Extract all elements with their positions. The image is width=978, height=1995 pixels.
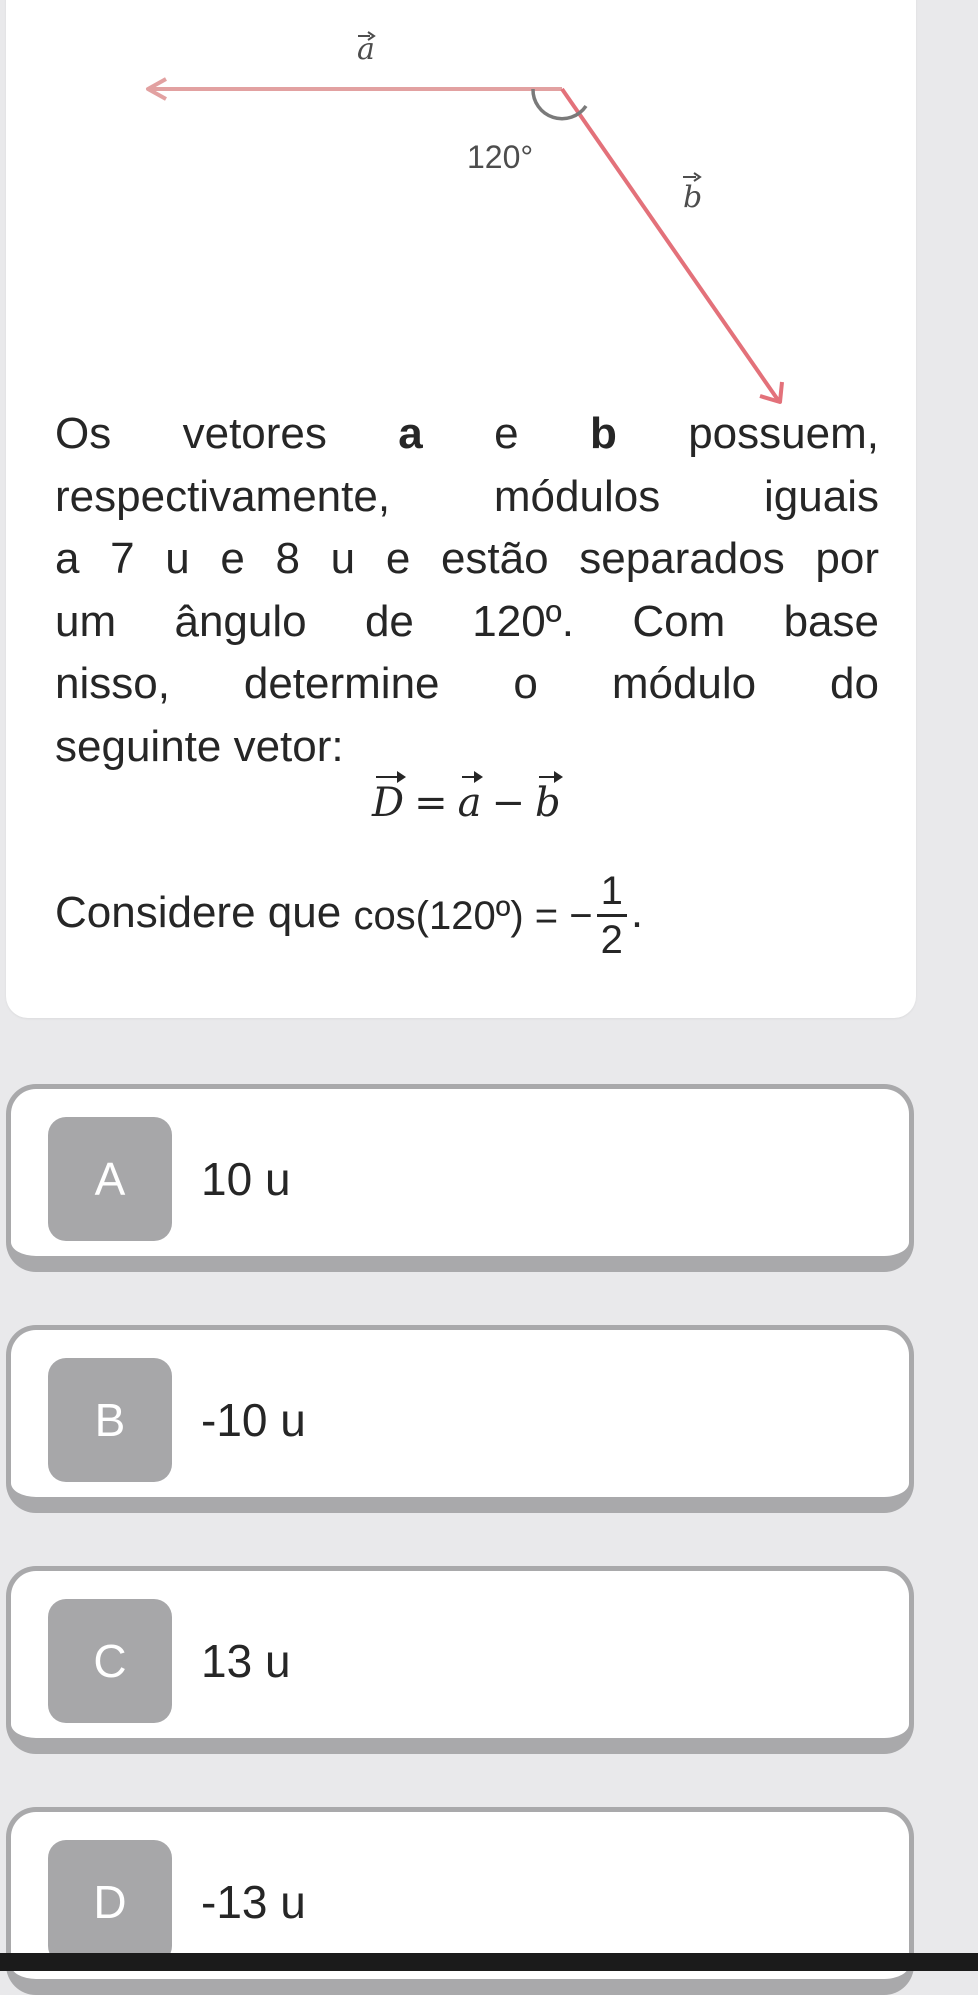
fraction-numerator: 1 [597,868,627,917]
system-navigation-bar [0,1953,978,1971]
fraction-denominator: 2 [600,918,623,962]
vector-diagram [6,0,916,410]
option-text: 13 u [201,1635,291,1687]
vector-a-label: a [357,32,375,67]
option-letter: D [48,1840,172,1964]
trailing-period: . [630,888,644,938]
cos-expression: cos(120º) = − [353,893,593,938]
vector-b-line [562,89,778,400]
option-text: -13 u [201,1876,306,1928]
question-line-4: um ângulo de 120º. Com base [55,596,879,646]
equation-vector-d: D [372,780,405,826]
angle-arc [533,89,586,119]
equation-vector-a: a [457,780,482,826]
vector-equation [372,780,561,826]
option-a[interactable] [6,1084,914,1272]
option-letter: B [48,1358,172,1482]
option-letter: A [48,1117,172,1241]
option-letter: C [48,1599,172,1723]
question-line-2: respectivamente, módulos iguais [55,471,879,521]
question-line-6: seguinte vetor: [55,721,344,771]
question-text [55,403,879,778]
question-line-5: nisso, determine o módulo do [55,659,879,708]
vector-b-label: b [683,180,703,215]
cosine-hint [55,868,643,963]
angle-label: 120° [467,139,534,175]
equation-vector-b: b [534,780,561,826]
fraction [597,868,627,963]
consider-text: Considere que [55,888,342,938]
question-line-3: a 7 u e 8 u e estão separados por [55,534,879,583]
option-text: -10 u [201,1394,306,1446]
option-c[interactable] [6,1566,914,1754]
option-b[interactable] [6,1325,914,1513]
option-text: 10 u [201,1153,291,1205]
equation-minus: − [491,780,525,826]
equation-equals: = [414,780,448,826]
question-card [6,0,916,1018]
question-line-1: Os vetores a e b possuem, [55,409,879,458]
